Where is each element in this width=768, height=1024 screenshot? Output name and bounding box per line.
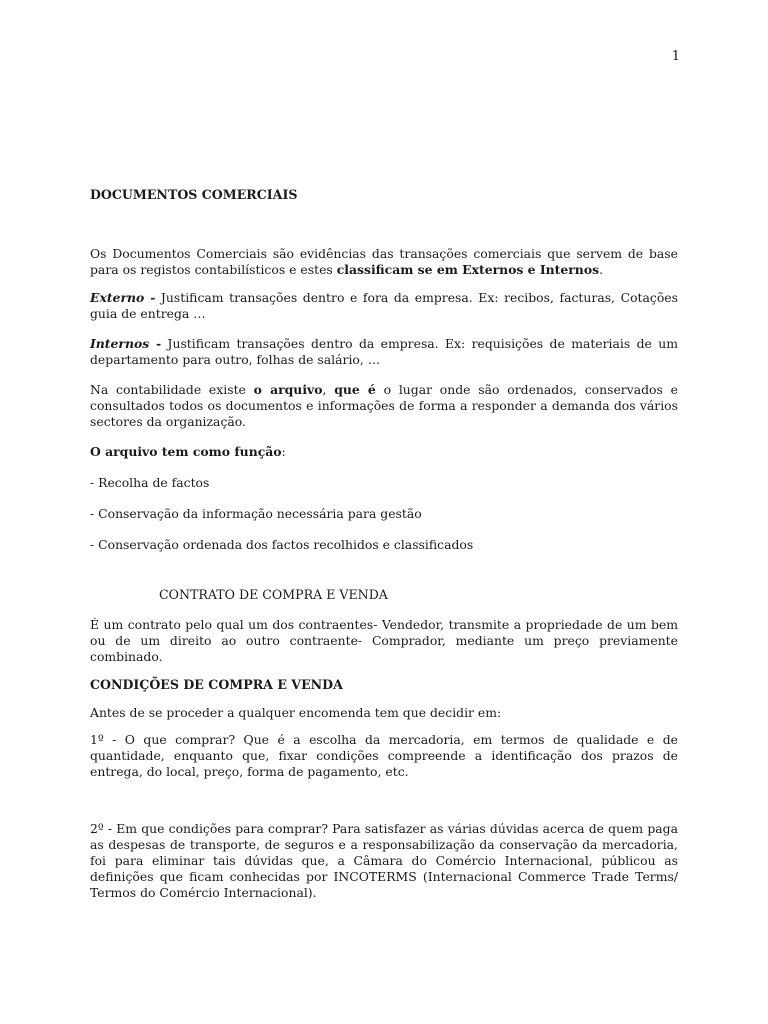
arquivo-bold-1: o arquivo [253, 382, 323, 397]
primeiro-paragraph: 1º - O que comprar? Que é a escolha da mercadoria, em termos de qualidade e de quantidade, enquanto que, fixar condições compreende a identificação dos prazos de entrega, do local, preço, forma de pagamento, etc. [90, 732, 678, 779]
antes-paragraph: Antes de se proceder a qualquer encomenda tem que decidir em: [90, 705, 502, 720]
page-number: 1 [671, 49, 680, 64]
document-body [90, 187, 678, 901]
intro-text-end: . [599, 262, 604, 277]
arquivo-bold-2: que é [334, 382, 376, 397]
contrato-paragraph: É um contrato pelo qual um dos contraentes- Vendedor, transmite a propriedade de um bem ou de um direito ao outro contraente- Comprador, mediante um preço previamente combinado. [90, 617, 678, 664]
externo-label: Externo - [90, 290, 156, 305]
list-item: - Conservação da informação necessária para gestão [90, 506, 422, 521]
list-item: - Conservação ordenada dos factos recolhidos e classificados [90, 537, 474, 552]
arquivo-text-3: o lugar onde são ordenados, conservados e consultados todos os documentos e informações de forma a responder a demanda dos vários sectores da organização. [90, 382, 678, 429]
funcao-colon: : [281, 444, 286, 459]
intro-bold-classification: classificam se em Externos e Internos [336, 262, 600, 277]
internos-label: Internos - [90, 336, 162, 351]
externo-paragraph [90, 290, 678, 322]
internos-text: Justificam transações dentro da empresa. Ex: requisições de materiais de um departamento para outro, folhas de salário, … [90, 336, 679, 367]
contrato-heading: CONTRATO DE COMPRA E VENDA [159, 587, 388, 602]
funcao-bold: O arquivo tem como função [90, 444, 282, 459]
externo-text: Justificam transações dentro e fora da empresa. Ex: recibos, facturas, Cotações guia de entrega … [90, 290, 678, 321]
intro-text-start: Os Documentos Comerciais são evidências das transações comerciais que servem de base para os registos contabilísticos e estes [90, 246, 678, 277]
internos-paragraph [90, 336, 678, 368]
condicoes-heading: CONDIÇÕES DE COMPRA E VENDA [90, 677, 343, 692]
document-title: DOCUMENTOS COMERCIAIS [90, 187, 298, 202]
arquivo-text-2: , [322, 382, 335, 397]
arquivo-text-1: Na contabilidade existe [90, 382, 254, 397]
arquivo-paragraph [90, 382, 678, 430]
funcao-heading [90, 444, 678, 460]
intro-paragraph [90, 246, 678, 278]
list-item: - Recolha de factos [90, 475, 210, 490]
segundo-paragraph: 2º - Em que condições para comprar? Para satisfazer as várias dúvidas acerca de quem paga as despesas de transporte, de seguros e a responsabilização da conservação da mercadoria, foi para eliminar tais dúvidas que, a Câmara do Comércio Internacional, públicou as definições que ficam conhecidas por INCOTERMS (Internacional Commerce Trade Terms/ Termos do Comércio Internacional). [90, 821, 678, 900]
